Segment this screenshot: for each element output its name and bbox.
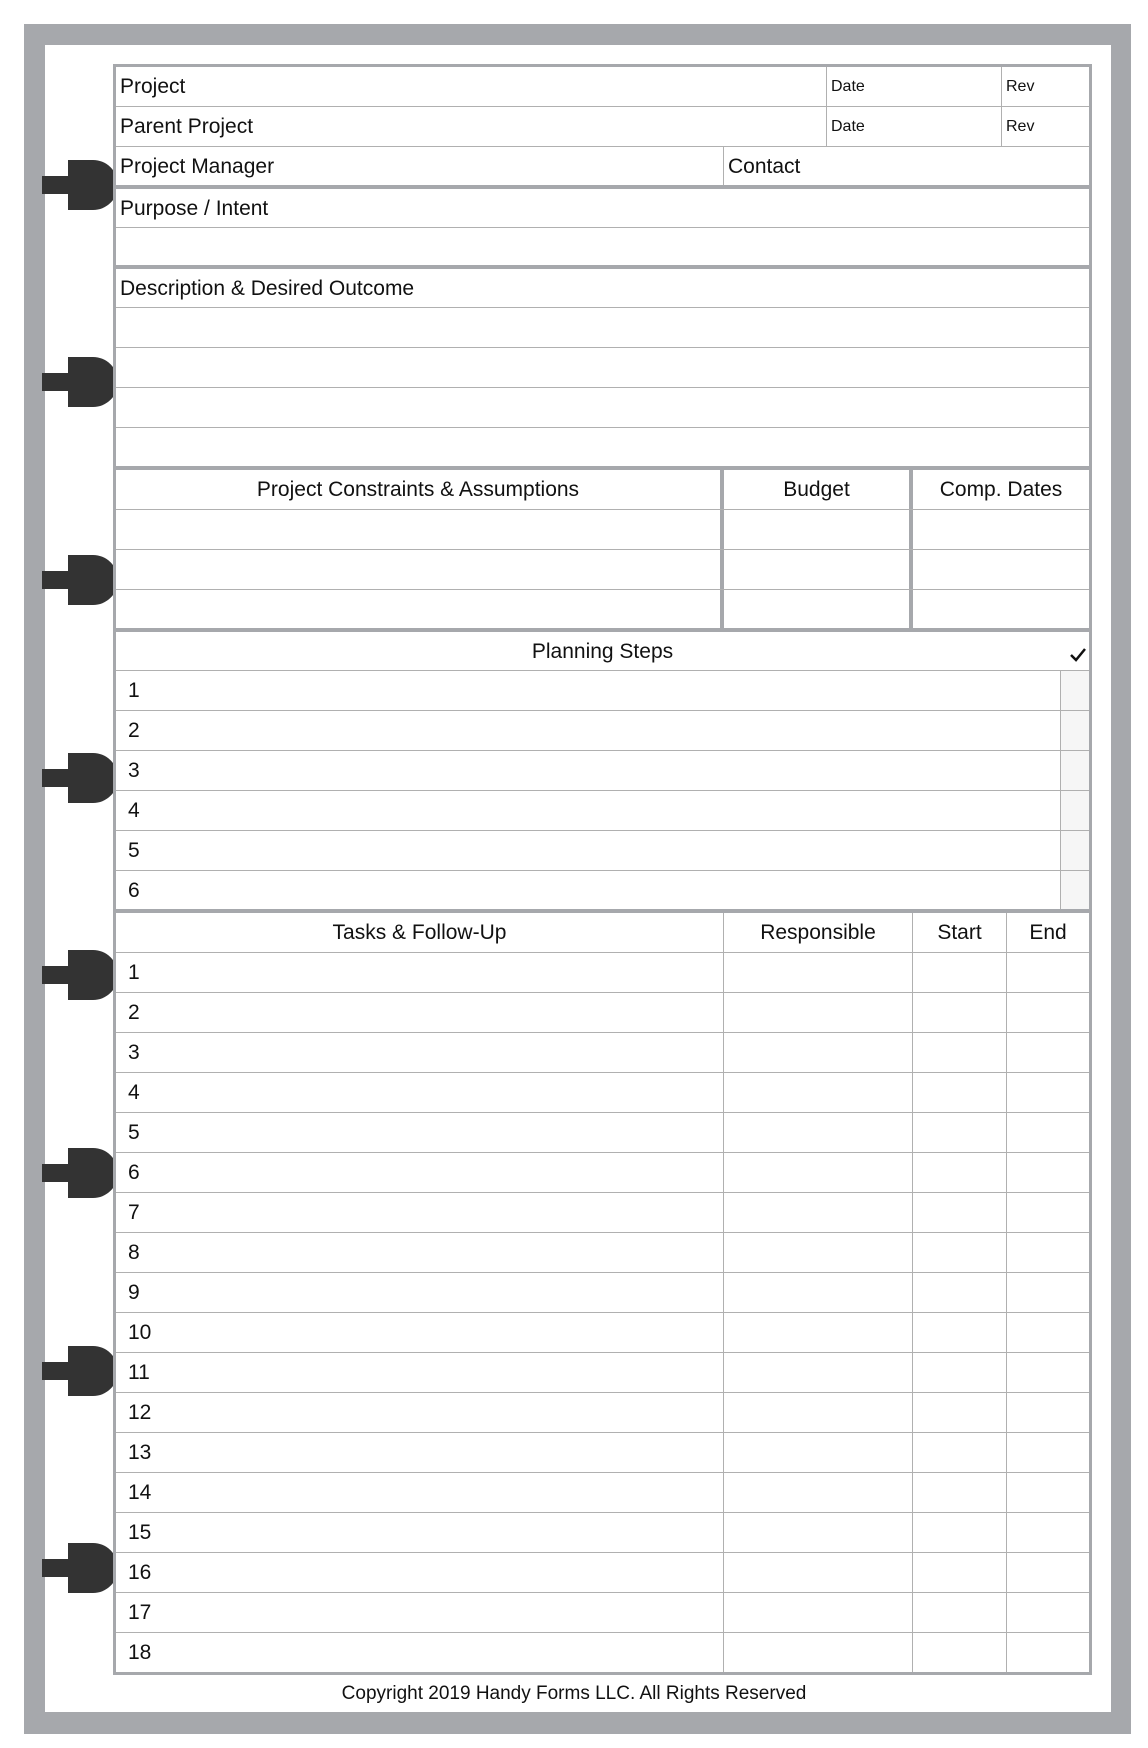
start-title: Start [937,921,982,944]
constraint-input[interactable] [116,590,724,628]
constraints-title: Project Constraints & Assumptions [256,478,580,501]
constraints-line [116,590,1089,632]
task-input[interactable] [116,1193,724,1232]
start-date-input[interactable] [913,1473,1007,1512]
task-number: 8 [128,1241,140,1264]
end-date-input[interactable] [1007,1593,1089,1632]
planning-step-checkbox[interactable] [1061,751,1089,790]
task-input[interactable] [116,1433,724,1472]
task-row [116,1433,1089,1473]
planning-step-row [116,831,1089,871]
task-input[interactable] [116,1553,724,1592]
description-header-row [116,269,1089,308]
planning-step-input[interactable] [116,871,1061,909]
responsible-input[interactable] [724,1633,913,1672]
responsible-input[interactable] [724,1553,913,1592]
planning-step-row [116,791,1089,831]
binder-ring-icon [42,753,102,803]
task-number: 12 [128,1401,152,1424]
responsible-input[interactable] [724,1353,913,1392]
project-form [113,64,1092,1675]
task-number: 17 [128,1601,152,1624]
project-row [116,67,1089,107]
project-rev-field[interactable] [1002,67,1089,106]
task-input[interactable] [116,1033,724,1072]
tasks-heading [116,913,724,952]
step-number: 6 [128,878,140,902]
end-date-input[interactable] [1007,1113,1089,1152]
description-input[interactable] [116,428,1089,466]
comp-date-input[interactable] [913,510,1089,549]
task-number: 10 [128,1321,152,1344]
responsible-input[interactable] [724,1193,913,1232]
step-number: 3 [128,759,140,782]
planning-step-checkbox[interactable] [1061,871,1089,909]
rev-label: Rev [1006,117,1035,135]
task-row [116,1593,1089,1633]
task-input[interactable] [116,1393,724,1432]
task-input[interactable] [116,1153,724,1192]
responsible-heading [724,913,913,952]
planning-step-input[interactable] [116,751,1061,790]
task-row [116,1233,1089,1273]
start-date-input[interactable] [913,1113,1007,1152]
purpose-input[interactable] [116,228,1089,265]
purpose-header-row [116,189,1089,228]
planning-step-row [116,751,1089,791]
parent-project-row [116,107,1089,147]
project-manager-label: Project Manager [120,154,275,178]
task-input[interactable] [116,1353,724,1392]
description-line [116,388,1089,428]
description-label: Description & Desired Outcome [120,276,415,300]
end-date-input[interactable] [1007,993,1089,1032]
planning-step-row [116,671,1089,711]
step-number: 1 [128,679,140,702]
task-number: 9 [128,1281,140,1304]
task-input[interactable] [116,1313,724,1352]
comp-dates-title: Comp. Dates [939,478,1063,501]
constraints-line [116,510,1089,550]
task-row [116,1353,1089,1393]
end-date-input[interactable] [1007,1153,1089,1192]
comp-dates-heading [913,470,1089,509]
purpose-line [116,228,1089,269]
end-date-input[interactable] [1007,1513,1089,1552]
end-date-input[interactable] [1007,953,1089,992]
binder-ring-icon [42,1148,102,1198]
responsible-input[interactable] [724,1313,913,1352]
binder-ring-icon [42,357,102,407]
planning-header-row [116,632,1089,671]
task-input[interactable] [116,1513,724,1552]
task-number: 15 [128,1521,152,1544]
end-heading [1007,913,1089,952]
contact-field[interactable] [724,147,1089,185]
task-number: 5 [128,1121,140,1144]
task-number: 7 [128,1201,140,1224]
step-number: 2 [128,719,140,742]
budget-heading [724,470,913,509]
description-input[interactable] [116,348,1089,387]
task-input[interactable] [116,1633,724,1672]
start-heading [913,913,1007,952]
task-number: 4 [128,1081,140,1104]
end-date-input[interactable] [1007,1233,1089,1272]
end-date-input[interactable] [1007,1553,1089,1592]
description-heading [116,269,1089,307]
task-input[interactable] [116,1593,724,1632]
step-number: 5 [128,839,140,862]
planning-step-row [116,871,1089,913]
task-row [116,1513,1089,1553]
task-row [116,1113,1089,1153]
task-row [116,1313,1089,1353]
responsible-input[interactable] [724,1033,913,1072]
end-date-input[interactable] [1007,1073,1089,1112]
responsible-input[interactable] [724,1273,913,1312]
task-row [116,1153,1089,1193]
planning-step-input[interactable] [116,791,1061,830]
description-line [116,308,1089,348]
start-date-input[interactable] [913,1553,1007,1592]
checkmark-icon [1069,646,1087,664]
budget-input[interactable] [724,510,913,549]
start-date-input[interactable] [913,1193,1007,1232]
budget-title: Budget [783,478,850,501]
tasks-title: Tasks & Follow-Up [332,921,507,944]
responsible-input[interactable] [724,993,913,1032]
binder-ring-icon [42,1543,102,1593]
end-date-input[interactable] [1007,1193,1089,1232]
task-row [116,993,1089,1033]
task-input[interactable] [116,953,724,992]
responsible-input[interactable] [724,1393,913,1432]
start-date-input[interactable] [913,1593,1007,1632]
project-field[interactable] [116,67,827,106]
start-date-input[interactable] [913,1433,1007,1472]
planning-step-checkbox[interactable] [1061,671,1089,710]
task-input[interactable] [116,1113,724,1152]
parent-project-label: Parent Project [120,115,254,138]
responsible-input[interactable] [724,1433,913,1472]
end-date-input[interactable] [1007,1633,1089,1672]
constraint-input[interactable] [116,550,724,589]
planning-step-checkbox[interactable] [1061,711,1089,750]
planning-step-input[interactable] [116,711,1061,750]
responsible-input[interactable] [724,1233,913,1272]
task-number: 16 [128,1561,152,1584]
start-date-input[interactable] [913,1073,1007,1112]
end-date-input[interactable] [1007,1033,1089,1072]
task-row [116,1553,1089,1593]
constraint-input[interactable] [116,510,724,549]
binder-ring-icon [42,950,102,1000]
binder-ring-icon [42,555,102,605]
date-label: Date [831,117,865,135]
task-row [116,1393,1089,1433]
responsible-input[interactable] [724,1073,913,1112]
constraints-line [116,550,1089,590]
planning-heading [116,632,1089,670]
start-date-input[interactable] [913,1353,1007,1392]
constraints-heading [116,470,724,509]
description-line [116,348,1089,388]
end-date-input[interactable] [1007,1273,1089,1312]
comp-date-input[interactable] [913,550,1089,589]
task-input[interactable] [116,993,724,1032]
task-row [116,953,1089,993]
budget-input[interactable] [724,590,913,628]
start-date-input[interactable] [913,993,1007,1032]
task-row [116,1193,1089,1233]
responsible-input[interactable] [724,1113,913,1152]
task-input[interactable] [116,1233,724,1272]
description-input[interactable] [116,388,1089,427]
responsible-input[interactable] [724,953,913,992]
start-date-input[interactable] [913,1153,1007,1192]
purpose-label: Purpose / Intent [120,196,269,220]
task-input[interactable] [116,1473,724,1512]
task-number: 14 [128,1481,152,1504]
task-number: 11 [128,1361,150,1384]
constraints-header-row [116,470,1089,510]
step-number: 4 [128,799,140,822]
tasks-header-row [116,913,1089,953]
planning-step-row [116,711,1089,751]
responsible-input[interactable] [724,1513,913,1552]
purpose-heading [116,189,1089,227]
budget-input[interactable] [724,550,913,589]
end-date-input[interactable] [1007,1313,1089,1352]
task-row [116,1473,1089,1513]
planning-step-checkbox[interactable] [1061,791,1089,830]
task-number: 6 [128,1161,140,1184]
responsible-input[interactable] [724,1473,913,1512]
rev-label: Rev [1006,77,1035,95]
date-label: Date [831,77,865,95]
planning-step-checkbox[interactable] [1061,831,1089,870]
manager-row [116,147,1089,189]
project-manager-field[interactable] [116,147,724,185]
start-date-input[interactable] [913,953,1007,992]
contact-label: Contact [728,154,801,178]
end-date-input[interactable] [1007,1353,1089,1392]
task-input[interactable] [116,1073,724,1112]
description-line [116,428,1089,470]
responsible-input[interactable] [724,1593,913,1632]
copyright-text: Copyright 2019 Handy Forms LLC. All Rights Reserved [341,1683,807,1704]
end-date-input[interactable] [1007,1393,1089,1432]
start-date-input[interactable] [913,1273,1007,1312]
planning-step-input[interactable] [116,831,1061,870]
start-date-input[interactable] [913,1033,1007,1072]
project-label: Project [120,75,186,98]
task-row [116,1033,1089,1073]
task-number: 2 [128,1001,140,1024]
parent-rev-field[interactable] [1002,107,1089,146]
project-date-field[interactable] [827,67,1002,106]
start-date-input[interactable] [913,1313,1007,1352]
start-date-input[interactable] [913,1513,1007,1552]
task-number: 3 [128,1041,140,1064]
binder-ring-icon [42,1346,102,1396]
binder-ring-icon [42,160,102,210]
responsible-input[interactable] [724,1153,913,1192]
task-number: 18 [128,1641,152,1664]
task-row [116,1073,1089,1113]
start-date-input[interactable] [913,1393,1007,1432]
end-title: End [1029,921,1067,944]
end-date-input[interactable] [1007,1473,1089,1512]
parent-project-field[interactable] [116,107,827,146]
task-number: 1 [128,961,140,984]
planning-title: Planning Steps [531,639,674,663]
task-number: 13 [128,1441,152,1464]
comp-date-input[interactable] [913,590,1089,628]
task-row [116,1633,1089,1672]
parent-date-field[interactable] [827,107,1002,146]
start-date-input[interactable] [913,1633,1007,1672]
task-row [116,1273,1089,1313]
end-date-input[interactable] [1007,1433,1089,1472]
description-input[interactable] [116,308,1089,347]
planning-step-input[interactable] [116,671,1061,710]
task-input[interactable] [116,1273,724,1312]
responsible-title: Responsible [760,921,876,944]
start-date-input[interactable] [913,1233,1007,1272]
